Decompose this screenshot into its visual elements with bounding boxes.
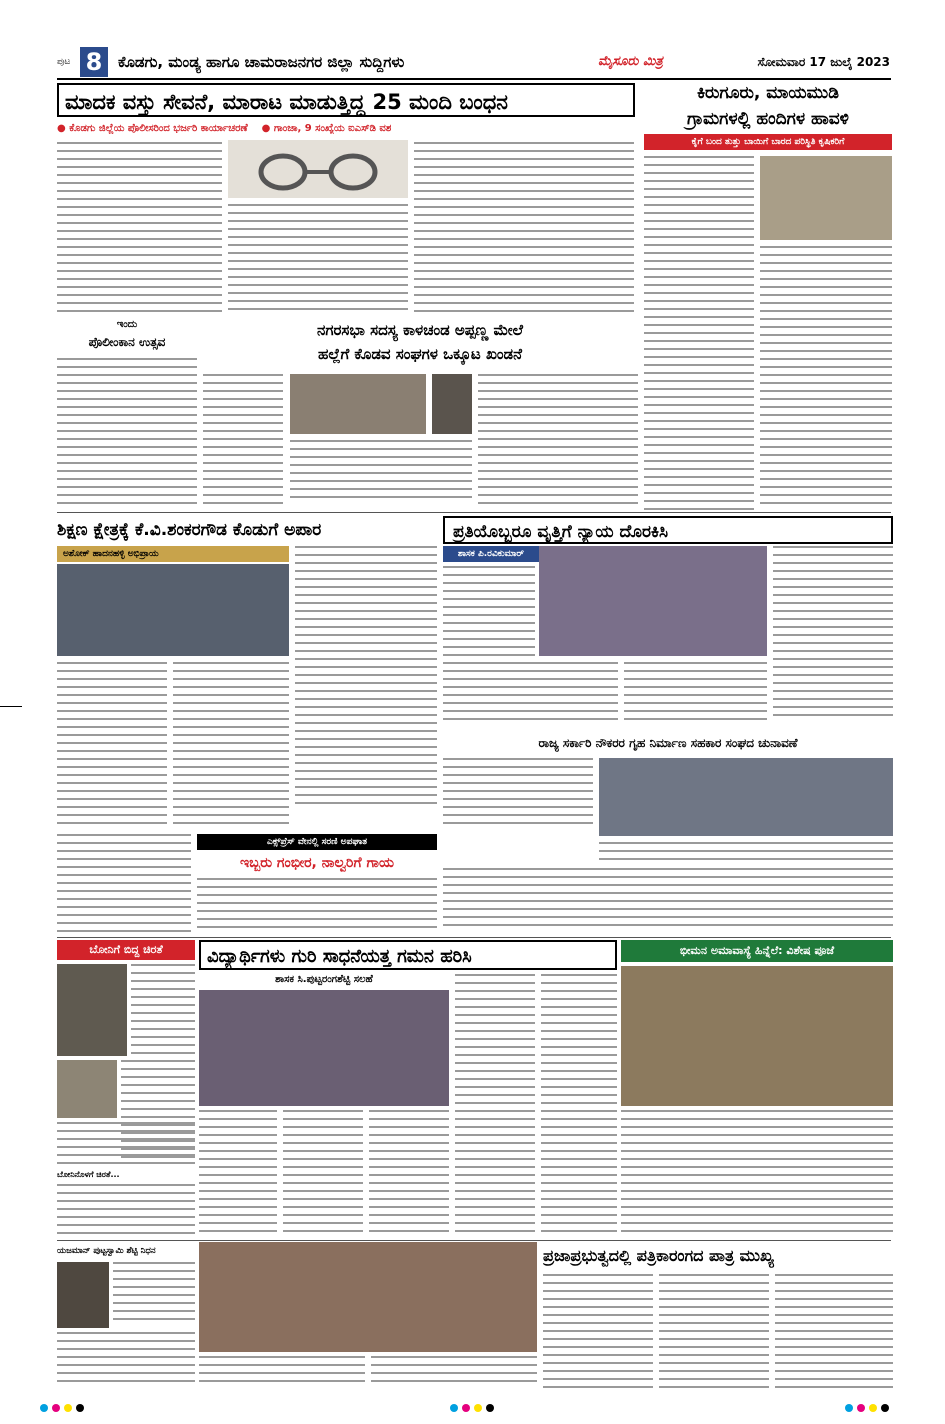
leopard-cage-photo xyxy=(57,964,127,1056)
temple-crowd-photo xyxy=(621,966,893,1106)
councillor-photo xyxy=(290,374,426,434)
democracy-body-col3 xyxy=(775,1274,893,1390)
page-number: 8 xyxy=(80,47,108,77)
students-group-photo xyxy=(199,990,449,1106)
councillor-body-col2 xyxy=(290,440,472,508)
obituary-body-col2 xyxy=(57,1332,195,1388)
justice-body-col4 xyxy=(773,546,893,728)
obituary-headline: ಯಜಮಾನ್ ಪುಟ್ಟಸ್ವಾಮಿ ಶೆಟ್ಟಿ ನಿಧನ xyxy=(57,1246,156,1256)
drugs-subhead-bar xyxy=(57,119,635,137)
democracy-body-col1 xyxy=(543,1274,653,1390)
pigs-headline xyxy=(644,80,892,132)
democracy-headline: ಪ್ರಜಾಪ್ರಭುತ್ವದಲ್ಲಿ ಪತ್ರಿಕಾರಂಗದ ಪಾತ್ರ ಮುಖ್ಯ xyxy=(543,1246,774,1265)
students-tag: ಶಾಸಕ ಸಿ.ಪುಟ್ಟರಂಗಶೆಟ್ಟಿ ಸಲಹೆ xyxy=(275,974,373,985)
paper-name: ಮೈಸೂರು ಮಿತ್ರ xyxy=(598,54,663,69)
press-event-photo xyxy=(199,1242,537,1352)
leopard-inset-photo xyxy=(57,1060,117,1118)
students-body-col3 xyxy=(369,1110,449,1236)
drugs-body-col3 xyxy=(414,142,634,314)
education-stage-photo xyxy=(57,564,289,656)
drugs-body-col2 xyxy=(228,204,408,314)
leopard-body-col4 xyxy=(57,1184,195,1236)
councillor-headline-line1: ನಗರಸಭಾ ಸದಸ್ಯ ಕಾಳಚಂಡ ಅಪ್ಪಣ್ಣ ಮೇಲೆ xyxy=(316,321,524,339)
justice-lamp-photo xyxy=(539,546,767,656)
accident-headline: ಇಬ್ಬರು ಗಂಭೀರ, ನಾಲ್ವರಿಗೆ ಗಾಯ xyxy=(240,855,394,871)
leopard-headline: ಬೋನಿಗೆ ಬಿದ್ದ ಚಿರತೆ xyxy=(57,940,195,960)
row-separator-1 xyxy=(57,512,891,513)
students-body-col2 xyxy=(283,1110,363,1236)
amavasya-headline: ಭೀಮನ ಅಮಾವಾಸ್ಯೆ ಹಿನ್ನೆಲೆ: ವಿಶೇಷ ಪೂಜೆ xyxy=(621,940,893,962)
justice-body-col2 xyxy=(443,662,618,728)
students-body-col5 xyxy=(541,974,617,1236)
students-body-col1 xyxy=(199,1110,277,1236)
accident-body xyxy=(197,878,437,934)
justice-body-col3 xyxy=(624,662,767,728)
amavasya-body xyxy=(621,1110,893,1236)
obituary-body-col1 xyxy=(113,1262,195,1328)
leopard-body-col3 xyxy=(57,1122,195,1168)
accident-kicker: ಎಕ್ಸ್‌ಪ್ರೆಸ್ ವೇನಲ್ಲಿ ಸರಣಿ ಅಪಘಾತ xyxy=(197,834,437,850)
education-body-col1 xyxy=(57,662,167,830)
crop-mark xyxy=(0,706,22,707)
education-headline: ಶಿಕ್ಷಣ ಕ್ಷೇತ್ರಕ್ಕೆ ಕೆ.ವಿ.ಶಂಕರಗೌಡ ಕೊಡುಗೆ ಅಪಾರ xyxy=(57,520,322,540)
issue-date: ಸೋಮವಾರ 17 ಜುಲೈ 2023 xyxy=(757,55,890,69)
councillor-body-col3 xyxy=(478,374,638,508)
leopard-body-col1 xyxy=(131,964,195,1056)
education-body-tail xyxy=(57,834,191,934)
festival-body xyxy=(57,358,197,508)
drugs-headline: ಮಾದಕ ವಸ್ತು ಸೇವನೆ, ಮಾರಾಟ ಮಾಡುತ್ತಿದ್ದ 25 ಮಂದಿ ಬಂಧನ xyxy=(57,83,635,117)
drugs-subhead-2: ● ಗಾಂಜಾ, 9 ಸಂಖ್ಯೆಯ ಐಎಸ್‌ಡಿ ವಶ xyxy=(261,122,392,134)
democracy-body-col2 xyxy=(659,1274,769,1390)
pigs-body-col2 xyxy=(760,246,892,516)
handcuffs-photo xyxy=(228,140,408,198)
housing-body-tail xyxy=(443,868,893,934)
housing-body-col2 xyxy=(599,842,893,864)
page-label: ಪುಟ xyxy=(57,57,71,67)
education-tag: ಅಶೋಕ್ ಹಾದನಹಳ್ಳಿ ಅಭಿಪ್ರಾಯ xyxy=(57,546,289,562)
festival-headline: ಪೊಲೀಂಕಾನ ಉತ್ಸವ xyxy=(88,335,166,349)
press-body-col2 xyxy=(371,1356,537,1390)
pigs-headline-line2: ಗ್ರಾಮಗಳಲ್ಲಿ ಹಂದಿಗಳ ಹಾವಳಿ xyxy=(687,109,849,129)
councillor-headline-line2: ಹಲ್ಲೆಗೆ ಕೊಡವ ಸಂಘಗಳ ಒಕ್ಕೂಟ ಖಂಡನೆ xyxy=(317,345,523,363)
housing-headline: ರಾಜ್ಯ ಸರ್ಕಾರಿ ನೌಕರರ ಗೃಹ ನಿರ್ಮಾಣ ಸಹಕಾರ ಸಂಘದ ಚುನಾವಣೆ xyxy=(538,736,798,750)
councillor-body-col1 xyxy=(203,374,283,508)
handcuffs-icon xyxy=(228,140,408,198)
registration-dots-mid xyxy=(450,1404,520,1414)
students-body-col4 xyxy=(455,974,535,1236)
pigs-body-col1 xyxy=(644,156,754,516)
press-body-col1 xyxy=(199,1356,365,1390)
justice-headline: ಪ್ರತಿಯೊಬ್ಬರೂ ವೃತ್ತಿಗೆ ನ್ಯಾಯ ದೊರಕಿಸಿ xyxy=(443,516,893,544)
registration-dots-right xyxy=(845,1404,915,1414)
registration-dots-left xyxy=(40,1404,110,1414)
pigs-field-photo xyxy=(760,156,892,240)
pigs-headline-line1: ಕಿರುಗೂರು, ಮಾಯಮುಡಿ xyxy=(697,83,839,103)
students-headline: ವಿದ್ಯಾರ್ಥಿಗಳು ಗುರಿ ಸಾಧನೆಯತ್ತ ಗಮನ ಹರಿಸಿ xyxy=(199,940,617,970)
housing-group-photo xyxy=(599,758,893,836)
leopard-bold-line: ಬೋನಿನೊಳಗೆ ಚಿರತೆ... xyxy=(57,1170,120,1179)
obituary-portrait xyxy=(57,1262,109,1328)
education-body-col3 xyxy=(295,546,437,808)
housing-body-col1 xyxy=(443,758,593,836)
section-title: ಕೊಡಗು, ಮಂಡ್ಯ ಹಾಗೂ ಚಾಮರಾಜನಗರ ಜಿಲ್ಲಾ ಸುದ್ದಿಗಳು xyxy=(118,53,405,71)
festival-heading xyxy=(57,318,197,354)
councillor-headline xyxy=(203,318,637,368)
drugs-body-col1 xyxy=(57,142,222,314)
festival-kicker: ಇಂದು xyxy=(116,319,138,330)
justice-tag: ಶಾಸಕ ಪಿ.ರವಿಕುಮಾರ್ xyxy=(443,546,539,562)
education-body-col2 xyxy=(173,662,289,830)
row-separator-3 xyxy=(57,1240,891,1241)
row-separator-2 xyxy=(57,937,891,938)
pigs-subhead: ಕೈಗೆ ಬಂದ ತುತ್ತು ಬಾಯಿಗೆ ಬಾರದ ಪರಿಸ್ಥಿತಿ ಕೃಷಿಕರಿಗೆ xyxy=(644,134,892,150)
councillor-portrait xyxy=(432,374,472,434)
drugs-subhead-1: ● ಕೊಡಗು ಜಿಲ್ಲೆಯ ಪೊಲೀಸರಿಂದ ಭರ್ಜರಿ ಕಾರ್ಯಾಚರಣೆ xyxy=(57,122,248,134)
